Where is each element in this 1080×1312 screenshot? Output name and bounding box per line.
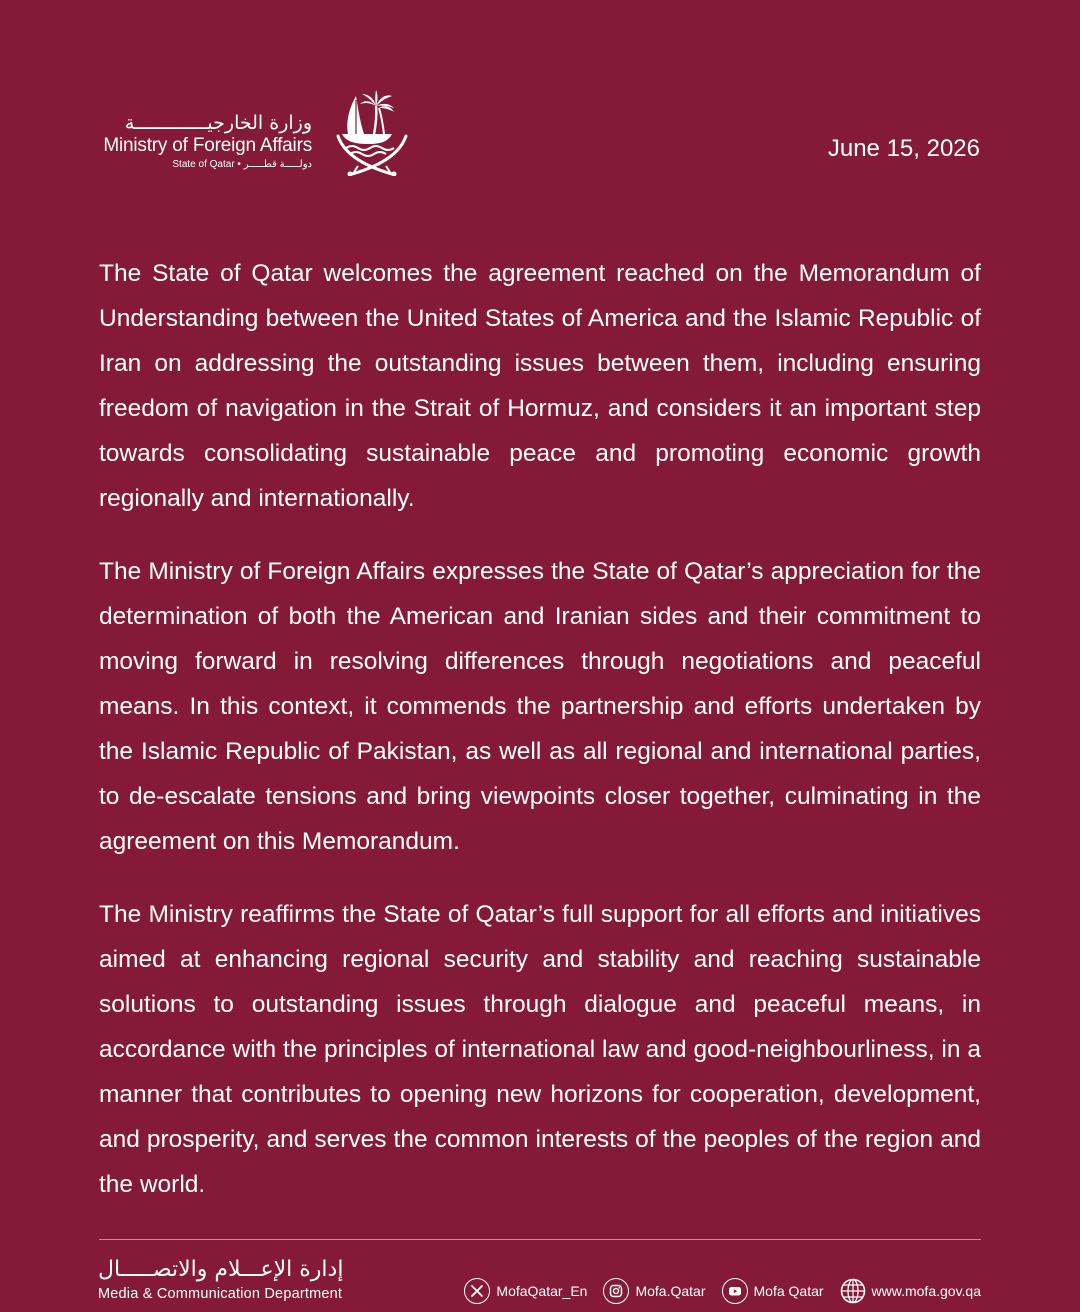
logo-subtitle-ar: دولـــــة قطـــــر xyxy=(243,159,312,170)
footer-department xyxy=(98,1256,378,1304)
x-icon xyxy=(464,1278,490,1304)
logo-subtitle-separator: • xyxy=(234,159,244,170)
department-arabic-name: إدارة الإعـــلام والاتصـــــال xyxy=(98,1257,344,1282)
globe-icon xyxy=(840,1278,866,1304)
statement-paragraph: The State of Qatar welcomes the agreement reached on the Memorandum of Understanding between the United States of America and the Islamic Republic of Iran on addressing the outstanding issues between them, including ensuring freedom of navigation in the Strait of Hormuz, and considers it an important step towards consolidating sustainable peace and promoting economic growth regionally and internationally. xyxy=(99,260,981,512)
qatar-emblem-icon xyxy=(334,88,410,176)
footer-divider xyxy=(99,1239,981,1240)
instagram-icon xyxy=(603,1278,629,1304)
social-links xyxy=(464,1276,981,1306)
social-label-instagram: Mofa.Qatar xyxy=(635,1283,706,1299)
statement-body xyxy=(99,251,981,1235)
logo-subtitle-en: State of Qatar xyxy=(172,159,235,170)
logo-english-name: Ministry of Foreign Affairs xyxy=(103,135,312,156)
social-link-website[interactable] xyxy=(840,1278,981,1304)
social-label-youtube: Mofa Qatar xyxy=(753,1283,824,1299)
social-label-website: www.mofa.gov.qa xyxy=(871,1283,981,1299)
release-date: June 15, 2026 xyxy=(827,135,980,162)
logo-subtitle xyxy=(98,158,312,172)
youtube-icon xyxy=(722,1278,748,1304)
social-label-x: MofaQatar_En xyxy=(496,1283,588,1299)
social-link-instagram[interactable] xyxy=(603,1278,705,1304)
statement-paragraph: The Ministry reaffirms the State of Qatar’s full support for all efforts and initiatives aimed at enhancing regional security and stability and reaching sustainable solutions to outstanding issues through dialogue and peaceful means, in accordance with the principles of international law and good-neighbourliness, in a manner that contributes to opening new horizons for cooperation, development, and prosperity, and serves the common interests of the peoples of the region and the world. xyxy=(99,901,981,1198)
social-link-x[interactable] xyxy=(464,1278,587,1304)
department-english-name: Media & Communication Department xyxy=(98,1286,343,1302)
logo-arabic-name: وزارة الخارجيـــــــــــــة xyxy=(124,112,312,134)
ministry-logo xyxy=(98,88,418,180)
social-link-youtube[interactable] xyxy=(722,1278,824,1304)
statement-paragraph: The Ministry of Foreign Affairs expresses the State of Qatar’s appreciation for the determination of both the American and Iranian sides and their commitment to moving forward in resolving differences through negotiations and peaceful means. In this context, it commends the partnership and efforts undertaken by the Islamic Republic of Pakistan, as well as all regional and international parties, to de-escalate tensions and bring viewpoints closer together, culminating in the agreement on this Memorandum. xyxy=(99,558,981,855)
logo-text-block xyxy=(98,112,312,172)
